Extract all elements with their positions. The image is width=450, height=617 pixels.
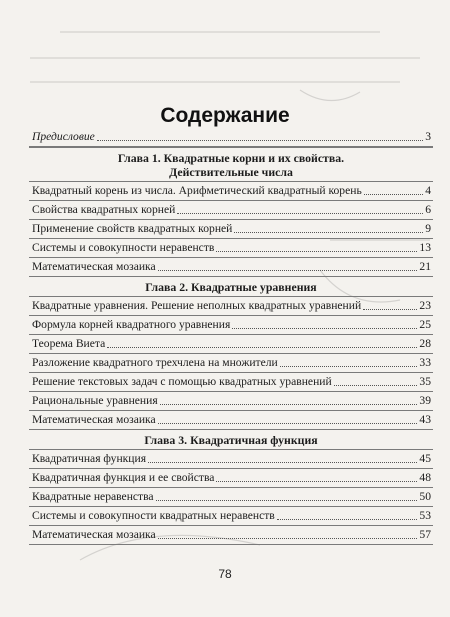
toc-entry-page: 13 [419, 241, 431, 254]
table-of-contents [29, 128, 433, 545]
toc-entry-label: Формула корней квадратного уравнения [32, 318, 231, 331]
chapter-1-heading-line1: Глава 1. Квадратные корни и их свойства. [117, 151, 345, 165]
page-title: Содержание [160, 104, 290, 127]
dot-leader [158, 269, 418, 271]
toc-entry-label: Квадратные неравенства [32, 490, 154, 503]
toc-entry-label: Квадратичная функция [32, 452, 147, 465]
toc-entry-page: 9 [425, 222, 431, 235]
toc-entry-page: 48 [419, 471, 431, 484]
toc-entry[interactable] [29, 220, 433, 239]
toc-entry[interactable] [29, 392, 433, 411]
dot-leader [232, 327, 417, 329]
dot-leader [177, 212, 423, 214]
toc-entry[interactable] [29, 354, 433, 373]
dot-leader [234, 231, 423, 233]
toc-entry-page: 6 [425, 203, 431, 216]
toc-entry-label: Системы и совокупности неравенств [32, 241, 215, 254]
toc-entry-label: Теорема Виета [32, 337, 106, 350]
toc-entry-label: Системы и совокупности квадратных неравенств [32, 509, 275, 522]
chapter-3-heading-line1: Глава 3. Квадратичная функция [144, 433, 318, 447]
toc-entry-page: 57 [419, 528, 431, 541]
dot-leader [363, 308, 417, 310]
toc-entry-label: Предисловие [32, 130, 95, 143]
toc-entry[interactable] [29, 507, 433, 526]
dot-leader [364, 193, 423, 195]
toc-entry[interactable] [29, 526, 433, 545]
toc-entry-preface[interactable] [29, 128, 433, 147]
toc-entry-page: 39 [419, 394, 431, 407]
toc-entry-label: Квадратные уравнения. Решение неполных квадратных уравнений [32, 299, 362, 312]
toc-entry[interactable] [29, 450, 433, 469]
dot-leader [158, 422, 418, 424]
dot-leader [97, 139, 423, 141]
toc-entry[interactable] [29, 239, 433, 258]
toc-entry-label: Свойства квадратных корней [32, 203, 176, 216]
toc-entry-label: Квадратный корень из числа. Арифметический квадратный корень [32, 184, 362, 197]
page-number: 78 [218, 567, 232, 581]
toc-entry-page: 45 [419, 452, 431, 465]
toc-entry[interactable] [29, 488, 433, 507]
toc-entry[interactable] [29, 182, 433, 201]
toc-entry-page: 21 [419, 260, 431, 273]
toc-entry-label: Применение свойств квадратных корней [32, 222, 233, 235]
toc-entry-page: 50 [419, 490, 431, 503]
toc-entry[interactable] [29, 297, 433, 316]
dot-leader [216, 480, 417, 482]
chapter-1-heading-line2: Действительные числа [169, 165, 293, 179]
chapter-2-heading [29, 277, 433, 297]
toc-entry-page: 4 [425, 184, 431, 197]
toc-entry-page: 23 [419, 299, 431, 312]
dot-leader [158, 537, 418, 539]
toc-entry-page: 33 [419, 356, 431, 369]
dot-leader [280, 365, 418, 367]
toc-entry[interactable] [29, 469, 433, 488]
chapter-1-heading [29, 147, 433, 182]
toc-entry[interactable] [29, 258, 433, 277]
toc-entry-page: 53 [419, 509, 431, 522]
toc-entry[interactable] [29, 335, 433, 354]
toc-entry-label: Математическая мозаика [32, 260, 156, 273]
toc-entry[interactable] [29, 316, 433, 335]
toc-entry-page: 3 [425, 130, 431, 143]
toc-entry-label: Математическая мозаика [32, 528, 156, 541]
toc-entry[interactable] [29, 201, 433, 220]
dot-leader [216, 250, 417, 252]
toc-entry-label: Квадратичная функция и ее свойства [32, 471, 215, 484]
chapter-3-heading [29, 430, 433, 450]
dot-leader [334, 384, 418, 386]
toc-entry-page: 25 [419, 318, 431, 331]
toc-entry-page: 43 [419, 413, 431, 426]
toc-entry-label: Решение текстовых задач с помощью квадратных уравнений [32, 375, 332, 388]
dot-leader [277, 518, 418, 520]
toc-entry-label: Математическая мозаика [32, 413, 156, 426]
dot-leader [148, 461, 417, 463]
dot-leader [160, 403, 418, 405]
toc-entry[interactable] [29, 411, 433, 430]
toc-entry-label: Рациональные уравнения [32, 394, 158, 407]
chapter-2-heading-line1: Глава 2. Квадратные уравнения [145, 280, 317, 294]
dot-leader [107, 346, 417, 348]
dot-leader [156, 499, 418, 501]
toc-entry-page: 28 [419, 337, 431, 350]
toc-entry-label: Разложение квадратного трехчлена на множители [32, 356, 278, 369]
toc-entry[interactable] [29, 373, 433, 392]
toc-entry-page: 35 [419, 375, 431, 388]
